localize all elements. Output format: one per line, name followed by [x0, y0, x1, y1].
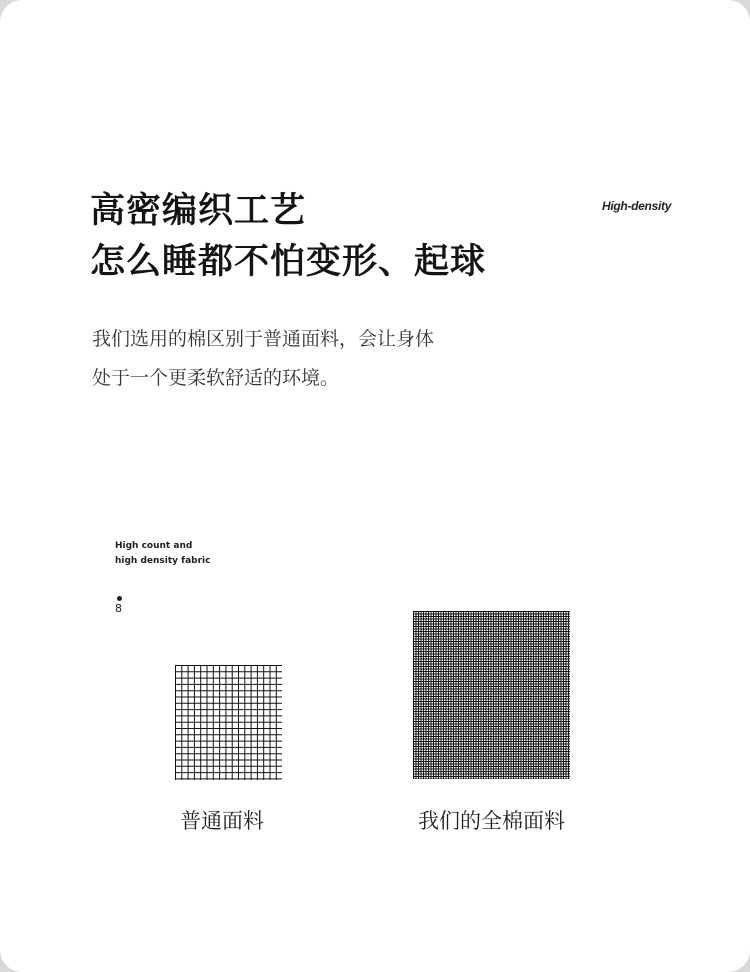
headline: [90, 186, 486, 288]
fabric-note-line-1: High count and: [115, 541, 193, 551]
description-line-1: 我们选用的棉区别于普通面料，会让身体: [92, 328, 435, 350]
regular-fabric-label: 普通面料: [180, 809, 264, 833]
headline-line-2: 怎么睡都不怕变形、起球: [90, 242, 487, 282]
regular-fabric-grid: [175, 665, 282, 780]
dense-fabric-grid: [413, 611, 570, 779]
description: [92, 320, 434, 398]
bullet-dot-icon: [117, 596, 122, 601]
bullet-glyph: 8: [115, 602, 122, 615]
description-line-2: 处于一个更柔软舒适的环境。: [92, 367, 340, 389]
our-fabric-label: 我们的全棉面料: [418, 809, 565, 833]
headline-line-1: 高密编织工艺: [90, 191, 307, 231]
high-density-tag: High-density: [602, 199, 672, 213]
fabric-note-line-2: high density fabric: [115, 556, 211, 566]
fabric-note: [115, 539, 210, 569]
